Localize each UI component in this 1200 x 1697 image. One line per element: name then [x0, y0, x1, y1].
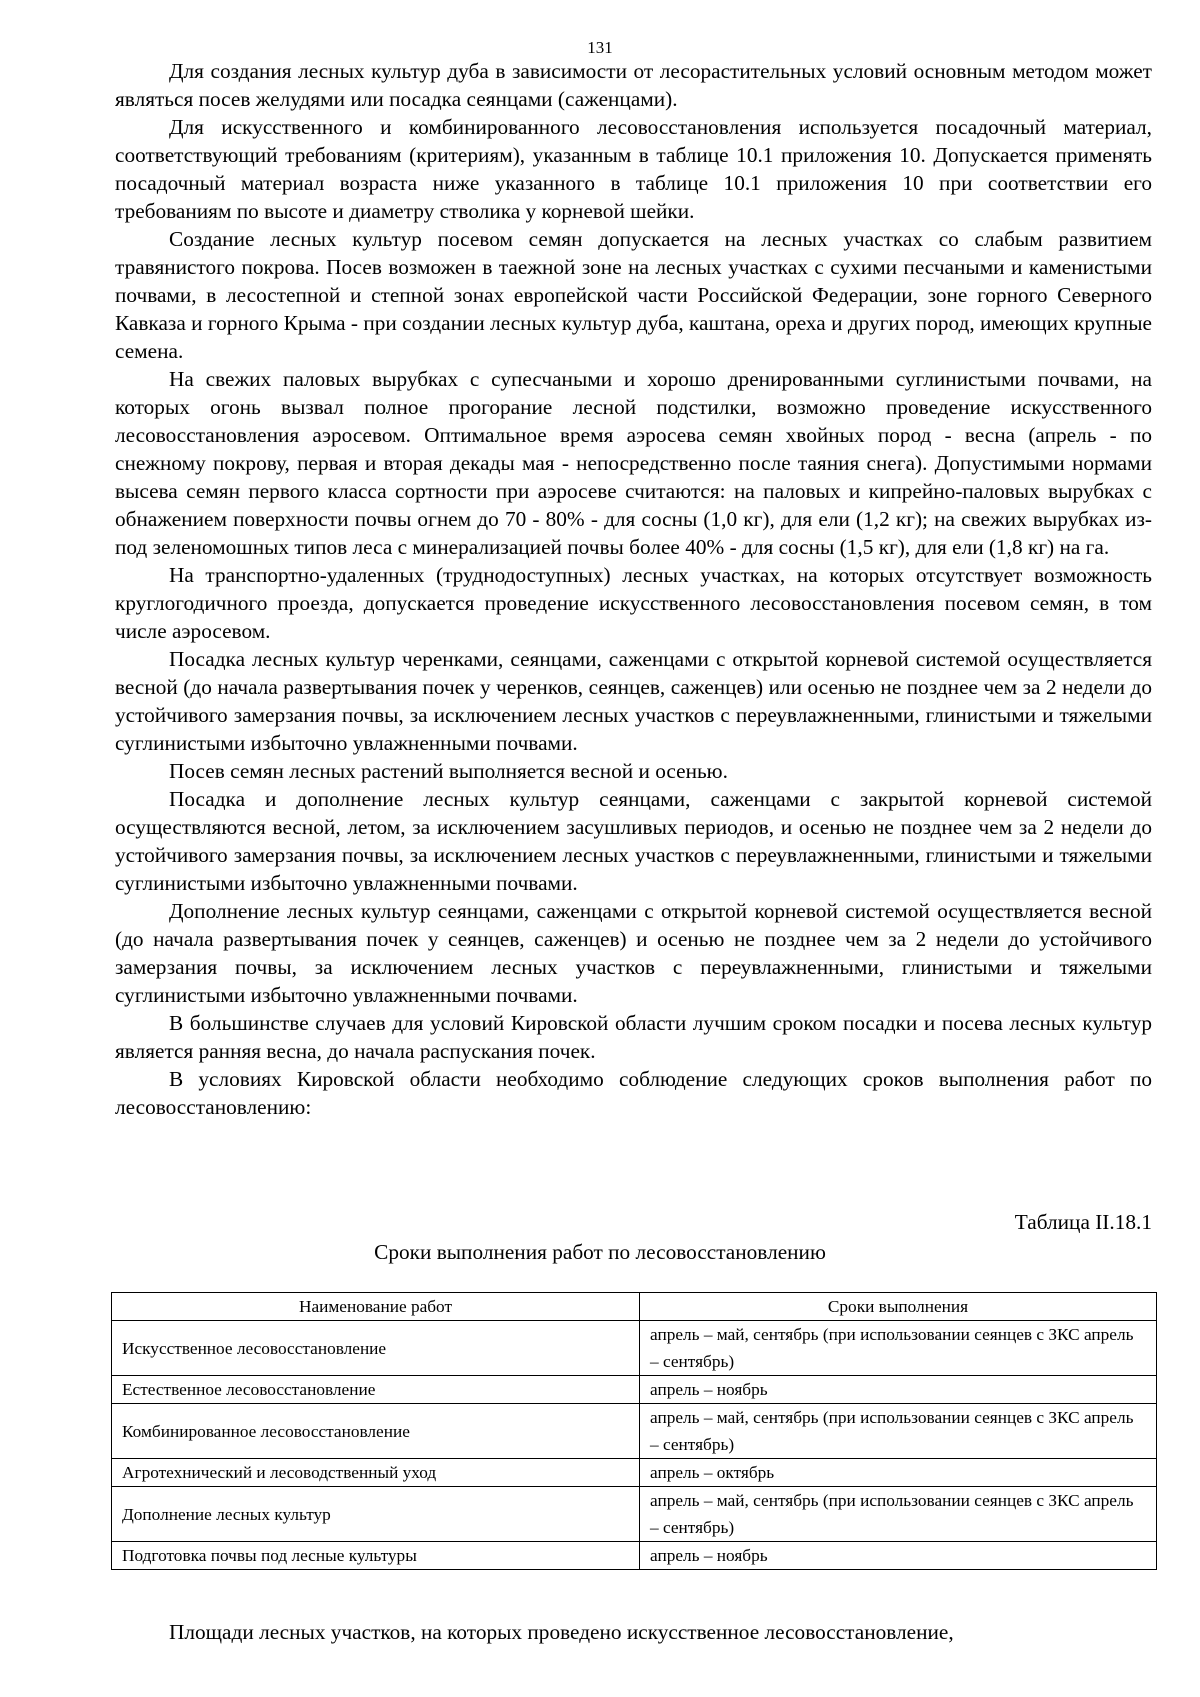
table-row: [112, 1459, 1157, 1487]
work-name-cell: Естественное лесовосстановление: [112, 1376, 640, 1404]
body-text: [115, 57, 1152, 1121]
work-period-cell: апрель – ноябрь: [640, 1376, 1157, 1404]
work-period-cell: апрель – май, сентябрь (при использовании сеянцев с ЗКС апрель – сентябрь): [640, 1487, 1157, 1542]
paragraph-open-root-planting: Посадка лесных культур черенками, сеянцами, саженцами с открытой корневой системой осуществляется весной (до начала развертывания почек у черенков, сеянцев, саженцев) или осенью не позднее чем за 2 недели до устойчивого замерзания почвы, за исключением лесных участков с переувлажненными, глинистыми и тяжелыми суглинистыми избыточно увлажненными почвами.: [115, 647, 1152, 755]
header-deadlines: Сроки выполнения: [640, 1293, 1157, 1321]
paragraph-aerial-seeding: На свежих паловых вырубках с супесчаными и хорошо дренированными суглинистыми почвами, на которых огонь вызвал полное прогорание лесной подстилки, возможно проведение искусственного лесовосстановления аэросевом. Оптимальное время аэросева семян хвойных пород - весна (апрель - по снежному покрову, первая и вторая декады мая - непосредственно после таяния снега). Допустимыми нормами высева семян первого класса сортности при аэросеве считаются: на паловых и кипрейно-паловых вырубках с обнажением поверхности почвы огнем до 70 - 80% - для сосны (1,0 кг), для ели (1,2 кг); на свежих вырубках из-под зеленомошных типов леса с минерализацией почвы более 40% - для сосны (1,5 кг), для ели (1,8 кг) на га.: [115, 367, 1152, 559]
table-label: Таблица II.18.1: [1014, 1210, 1152, 1234]
paragraph-closed-root-planting: Посадка и дополнение лесных культур сеянцами, саженцами с закрытой корневой системой осуществляются весной, летом, за исключением засушливых периодов, и осенью не позднее чем за 2 недели до устойчивого замерзания почвы, за исключением лесных участков с переувлажненными, глинистыми и тяжелыми суглинистыми избыточно увлажненными почвами.: [115, 787, 1152, 895]
work-period-cell: апрель – октябрь: [640, 1459, 1157, 1487]
table-title: Сроки выполнения работ по лесовосстановлению: [374, 1240, 826, 1264]
work-name-cell: Искусственное лесовосстановление: [112, 1321, 640, 1376]
works-schedule-table: [111, 1292, 1157, 1570]
table-row: [112, 1542, 1157, 1570]
paragraph-kirov-best-time: В большинстве случаев для условий Кировской области лучшим сроком посадки и посева лесных культур является ранняя весна, до начала распускания почек.: [115, 1011, 1152, 1063]
paragraph-seed-sowing: Создание лесных культур посевом семян допускается на лесных участках со слабым развитием травянистого покрова. Посев возможен в таежной зоне на лесных участках с сухими песчаными и каменистыми почвами, в лесостепной и степной зонах европейской части Российской Федерации, зоне горного Северного Кавказа и горного Крыма - при создании лесных культур дуба, каштана, ореха и других пород, имеющих крупные семена.: [115, 227, 1152, 363]
work-period-cell: апрель – ноябрь: [640, 1542, 1157, 1570]
paragraph-planting-material: Для искусственного и комбинированного лесовосстановления используется посадочный материал, соответствующий требованиям (критериям), указанным в таблице 10.1 приложения 10. Допускается применять посадочный материал возраста ниже указанного в таблице 10.1 приложения 10 при соответствии его требованиям по высоте и диаметру стволика у корневой шейки.: [115, 115, 1152, 223]
table-row: [112, 1404, 1157, 1459]
paragraph-sowing-seasons: Посев семян лесных растений выполняется весной и осенью.: [169, 759, 728, 783]
closing-text: [115, 1618, 1152, 1646]
paragraph-areas: Площади лесных участков, на которых проведено искусственное лесовосстановление,: [169, 1620, 954, 1644]
table-row: [112, 1321, 1157, 1376]
table-header-row: [112, 1293, 1157, 1321]
work-period-cell: апрель – май, сентябрь (при использовании сеянцев с ЗКС апрель – сентябрь): [640, 1404, 1157, 1459]
header-work-name: Наименование работ: [112, 1293, 640, 1321]
work-name-cell: Дополнение лесных культур: [112, 1487, 640, 1542]
paragraph-remote-plots: На транспортно-удаленных (труднодоступных) лесных участках, на которых отсутствует возможность круглогодичного проезда, допускается проведение искусственного лесовосстановления посевом семян, в том числе аэросевом.: [115, 563, 1152, 643]
table-row: [112, 1376, 1157, 1404]
table-row: [112, 1487, 1157, 1542]
paragraph-oak-methods: Для создания лесных культур дуба в зависимости от лесорастительных условий основным методом может являться посев желудями или посадка сеянцами (саженцами).: [115, 59, 1152, 111]
paragraph-kirov-deadlines: В условиях Кировской области необходимо соблюдение следующих сроков выполнения работ по лесовосстановлению:: [115, 1067, 1152, 1119]
page-number: 131: [587, 38, 613, 57]
work-name-cell: Агротехнический и лесоводственный уход: [112, 1459, 640, 1487]
work-name-cell: Комбинированное лесовосстановление: [112, 1404, 640, 1459]
work-name-cell: Подготовка почвы под лесные культуры: [112, 1542, 640, 1570]
paragraph-supplementing: Дополнение лесных культур сеянцами, саженцами с открытой корневой системой осуществляется весной (до начала развертывания почек у сеянцев, саженцев) и осенью не позднее чем за 2 недели до устойчивого замерзания почвы, за исключением лесных участков с переувлажненными, глинистыми и тяжелыми суглинистыми избыточно увлажненными почвами.: [115, 899, 1152, 1007]
work-period-cell: апрель – май, сентябрь (при использовании сеянцев с ЗКС апрель – сентябрь): [640, 1321, 1157, 1376]
